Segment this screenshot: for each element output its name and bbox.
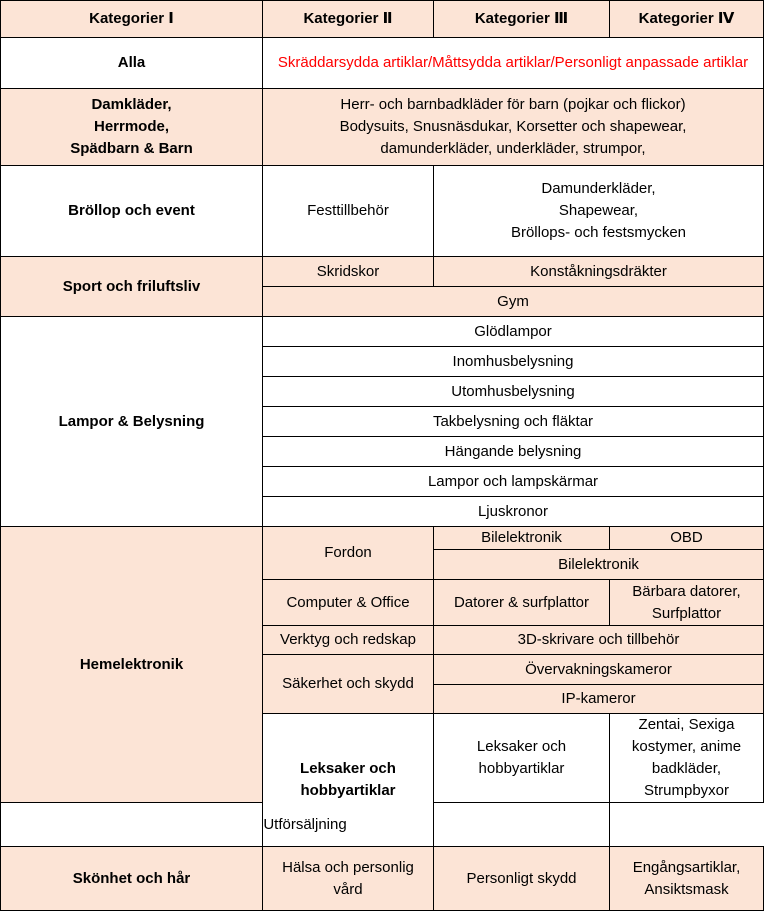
lampor-item: Ljuskronor	[263, 497, 764, 527]
hem-obd: OBD	[610, 527, 764, 550]
cell-line: Hälsa och personlig	[282, 858, 414, 876]
category-hemelektronik: Hemelektronik	[1, 527, 263, 803]
hem-datorer-surfplattor: Datorer & surfplattor	[434, 580, 610, 626]
damklader-description	[263, 89, 764, 166]
header-kategorier-1: Kategorier Ⅰ	[1, 1, 263, 38]
description-line: Bodysuits, Snusnäsdukar, Korsetter och shapewear,	[339, 118, 687, 135]
description-line: Herr- och barnbadkläder för barn (pojkar och flickor)	[340, 96, 686, 113]
hem-ip-kameror: IP-kameror	[434, 685, 764, 714]
hem-bilelektronik-2: Bilelektronik	[434, 550, 764, 580]
row-sport	[1, 257, 764, 287]
lampor-item: Takbelysning och fläktar	[263, 407, 764, 437]
category-sport: Sport och friluftsliv	[1, 257, 263, 317]
brollop-festtillbehor: Festtillbehör	[263, 166, 434, 257]
category-lampor: Lampor & Belysning	[1, 317, 263, 527]
row-skonhet	[1, 847, 764, 911]
skonhet-halsa	[263, 847, 434, 911]
header-kategorier-4: Kategorier Ⅳ	[610, 1, 764, 38]
cell-line: hobbyartiklar	[478, 760, 565, 777]
hem-verktyg: Verktyg och redskap	[263, 626, 434, 655]
lampor-item: Utomhusbelysning	[263, 377, 764, 407]
lampor-item: Lampor och lampskärmar	[263, 467, 764, 497]
cell-line: Bärbara datorer,	[632, 582, 741, 600]
category-damklader	[1, 89, 263, 166]
cell-line: Engångsartiklar,	[632, 858, 741, 876]
hem-fordon: Fordon	[263, 527, 434, 580]
category-line: Spädbarn & Barn	[70, 140, 193, 157]
cell-line: Ansiktsmask	[644, 880, 729, 898]
skonhet-engangsartiklar	[610, 847, 764, 911]
header-kategorier-3: Kategorier Ⅲ	[434, 1, 610, 38]
hem-3d-skrivare: 3D-skrivare och tillbehör	[434, 626, 764, 655]
hem-bilelektronik: Bilelektronik	[434, 527, 610, 550]
brollop-description	[434, 166, 764, 257]
sport-skridskor: Skridskor	[263, 257, 434, 287]
description-line: damunderkläder, underkläder, strumpor,	[380, 140, 646, 157]
hem-computer-office: Computer & Office	[263, 580, 434, 626]
hem-sakerhet: Säkerhet och skydd	[263, 655, 434, 714]
cell-line: Leksaker och	[476, 738, 567, 755]
sport-gym: Gym	[263, 287, 764, 317]
hem-overvakningskameror: Övervakningskameror	[434, 655, 764, 685]
description-line: Shapewear,	[558, 202, 639, 219]
leksaker-utforsaljning: Utförsäljning	[1, 803, 610, 847]
header-row	[1, 1, 764, 38]
row-alla	[1, 38, 764, 89]
row-brollop	[1, 166, 764, 257]
description-line: Bröllops- och festsmycken	[510, 224, 687, 241]
skonhet-personligt-skydd: Personligt skydd	[434, 847, 610, 911]
category-brollop: Bröllop och event	[1, 166, 263, 257]
leksaker-zentai	[610, 714, 764, 803]
row-leksaker-utforsaljning	[1, 803, 764, 847]
category-skonhet: Skönhet och hår	[1, 847, 263, 911]
hem-barbara-datorer	[610, 580, 764, 626]
lampor-item: Inomhusbelysning	[263, 347, 764, 377]
category-leksaker: Leksaker och hobbyartiklar	[263, 714, 434, 847]
row-hemelektronik	[1, 527, 764, 550]
alla-description: Skräddarsydda artiklar/Måttsydda artiklar/Personligt anpassade artiklar	[263, 38, 764, 89]
row-damklader	[1, 89, 764, 166]
category-line: Damkläder,	[91, 96, 172, 113]
category-line: Herrmode,	[93, 118, 170, 135]
category-alla: Alla	[1, 38, 263, 89]
sport-konstakningsdrakter: Konståkningsdräkter	[434, 257, 764, 287]
description-line: Damunderkläder,	[541, 180, 656, 197]
row-lampor	[1, 317, 764, 347]
cell-line: Strumpbyxor	[643, 782, 730, 799]
lampor-item: Hängande belysning	[263, 437, 764, 467]
header-kategorier-2: Kategorier Ⅱ	[263, 1, 434, 38]
lampor-item: Glödlampor	[263, 317, 764, 347]
leksaker-hobby	[434, 714, 610, 803]
cell-line: vård	[333, 880, 363, 898]
cell-line: Surfplattor	[651, 604, 722, 622]
cell-line: Zentai, Sexiga kostymer, anime badkläder,	[631, 716, 742, 777]
